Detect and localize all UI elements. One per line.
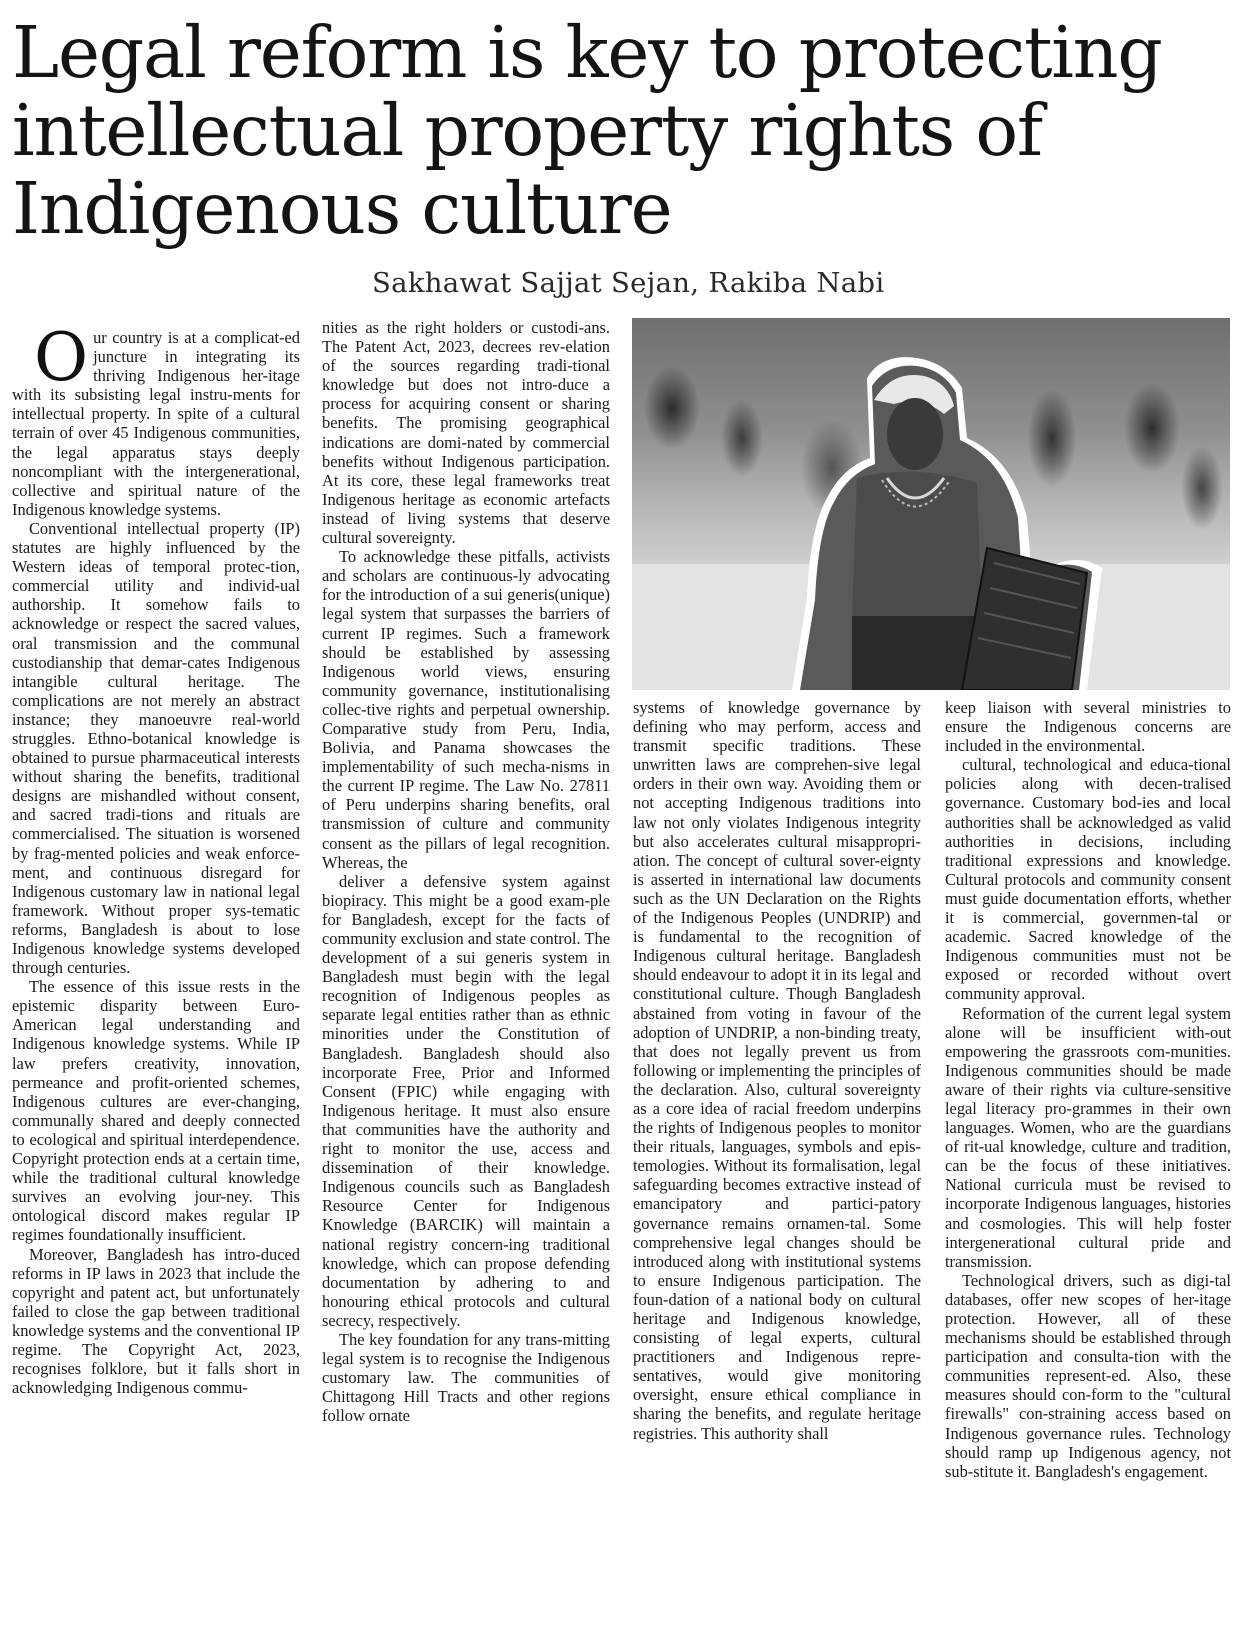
paragraph: Technological drivers, such as digi-tal databases, offer new scopes of her-itage protection. However, all of these mechanisms should be established through participation and consulta-tion with the communities represent-ed. Also, these measures should con-form to the "cultural firewalls" con-straining access based on Indigenous governance rules. Technology should ramp up Indigenous agency, not sub-stitute it. Bangladesh's engagement. (945, 1270, 1231, 1481)
article-column-1 (12, 319, 300, 1398)
paragraph: nities as the right holders or custodi-ans. The Patent Act, 2023, decrees rev-elation of the sources regarding tradi-tional knowledge but does not intro-duce a process for acquiring consent or sharing benefits. The promising geographical indications are domi-nated by commercial benefits without Indigenous participation. At its core, these legal frameworks treat Indigenous heritage as economic artefacts instead of living systems that deserve cultural sovereignty. (322, 318, 610, 548)
paragraph: systems of knowledge governance by defining who may perform, access and transmit specific traditions. These unwritten laws are comprehen-sive legal orders in their own way. Avoiding them or not accepting Indigenous traditions into law not only violates Indigenous integrity but also accelerates cultural misappropri-ation. The concept of cultural sover-eignty is asserted in international law documents such as the UN Declaration on the Rights of the Indigenous Peoples (UNDRIP) and is fundamental to the recognition of Indigenous cultural heritage. Bangladesh should endeavour to adopt it in its legal and constitutional culture. Though Bangladesh abstained from voting in favour of the adoption of UNDRIP, a non-binding treaty, that does not legally prevent us from following or implementing the principles of the declaration. Also, cultural sovereignty as a core idea of racial freedom underpins the rights of Indigenous peoples to monitor their rituals, languages, symbols and epis-temologies. Without its formalisation, legal safeguarding becomes extractive instead of emancipatory and partici-patory governance remains ornamen-tal. Some comprehensive legal changes should be introduced along with institutional systems to ensure Indigenous participation. The foun-dation of a national body on cultural heritage and Indigenous knowledge, consisting of legal experts, cultural practitioners and Indigenous repre-sentatives, would give monitoring oversight, ensure ethical compliance in sharing the benefits, and regulate heritage registries. This authority shall (633, 698, 921, 1443)
paragraph: Conventional intellectual property (IP) statutes are highly influenced by the Western ideas of temporal protec-tion, commercial utility and individ-ual authorship. It somehow fails to acknowledge or respect the sacred values, oral transmission and the communal custodianship that demar-cates Indigenous intangible cultural heritage. The complications are not merely an abstract instance; they manoeuvre real-world struggles. Ethno-botanical knowledge is obtained to pursue pharmaceutical interests without sharing the benefits, traditional designs are mishandled without consent, and sacred tradi-tions and rituals are commercialised. The situation is worsened by frag-mented policies and weak enforce-ment, and continuous disregard for Indigenous customary law in national legal framework. Without proper sys-tematic reforms, Bangladesh is about to lose Indigenous knowledge systems developed through centuries. (12, 518, 300, 978)
byline: Sakhawat Sajjat Sejan, Rakiba Nabi (372, 267, 885, 299)
paragraph: Moreover, Bangladesh has intro-duced reforms in IP laws in 2023 that include the copyright and patent act, but unfortunately failed to close the gap between traditional knowledge systems and the conventional IP regime. The Copyright Act, 2023, recognises folklore, but it falls short in acknowledging Indigenous commu- (12, 1244, 300, 1398)
paragraph: The key foundation for any trans-mitting legal system is to recognise the Indigenous customary law. The communities of Chittagong Hill Tracts and other regions follow ornate (322, 1329, 610, 1426)
article-column-4 (945, 698, 1231, 1481)
paragraph: The essence of this issue rests in the epistemic disparity between Euro-American legal understanding and Indigenous knowledge systems. While IP law prefers creativity, innovation, permeance and profit-oriented schemes, Indigenous cultures are ever-changing, communally shared and deeply connected to ecological and spiritual interdependence. Copyright protection ends at a certain time, while the traditional cultural knowledge survives an evolving jour-ney. This ontological discord makes regular IP regimes foundationally insufficient. (12, 977, 300, 1245)
performer-figure-icon (632, 318, 1230, 690)
article-column-2 (322, 318, 610, 1425)
headline: Legal reform is key to protecting intellectual property rights of Indigenous culture (12, 11, 1162, 250)
paragraph: keep liaison with several ministries to ensure the Indigenous concerns are included in the environmental. (945, 698, 1231, 756)
article-column-3 (633, 698, 921, 1443)
article-photo (632, 318, 1230, 690)
drop-cap: O (34, 319, 89, 396)
paragraph-text: ur country is at a complicat-ed juncture in integrating its thriving Indigenous her-itage with its subsisting legal instru-ments for intellectual property. In spite of a cultural terrain of over 45 Indigenous communities, the legal apparatus stays deeply noncompliant with the intergenerational, collective and spiritual nature of the Indigenous knowledge systems. (12, 328, 300, 519)
paragraph: deliver a defensive system against biopiracy. This might be a good exam-ple for Bangladesh, except for the facts of community exclusion and state control. The development of a sui generis system in Bangladesh must begin with the legal recognition of Indigenous peoples as separate legal entities rather than as ethnic minorities under the Constitution of Bangladesh. Bangladesh should also incorporate Free, Prior and Informed Consent (FPIC) while engaging with Indigenous heritage. It must also ensure that communities have the authority and right to monitor the use, access and dissemination of their knowledge. Indigenous councils such as Bangladesh Resource Center for Indigenous Knowledge (BARCIK) will maintain a national registry concern-ing traditional knowledge, which can propose defending documentation by adhering to and honouring ethical protocols and cultural secrecy, respectively. (322, 871, 610, 1330)
paragraph (12, 319, 300, 519)
paragraph: To acknowledge these pitfalls, activists and scholars are continuous-ly advocating for the introduction of a sui generis(unique) legal system that surpasses the barriers of current IP regimes. Such a framework should be established by assessing Indigenous world views, ensuring community governance, institutionalising collec-tive rights and perpetual ownership. Comparative study from Peru, India, Bolivia, and Panama showcases the implementability of such mecha-nisms in the current IP regime. The Law No. 27811 of Peru underpins sharing benefits, oral transmission of culture and community consent as the pillars of legal recognition. Whereas, the (322, 547, 610, 872)
paragraph: Reformation of the current legal system alone will be insufficient with-out empowering the grassroots com-munities. Indigenous communities should be made aware of their rights via culture-sensitive legal literacy pro-grammes in their own languages. Women, who are the guardians of rit-ual knowledge, culture and tradition, can be the focus of these initiatives. National curricula must be revised to incorporate Indigenous languages, histories and cosmologies. This will help foster intergenerational cultural pride and transmission. (945, 1003, 1231, 1271)
paragraph: cultural, technological and educa-tional policies along with decen-tralised governance. Customary bod-ies and local authorities shall be acknowledged as valid authorities in decisions, including traditional expressions and knowledge. Cultural protocols and community consent must guide documentation efforts, whether it is commercial, governmen-tal or academic. Sacred knowledge of the Indigenous communities must not be exposed or recorded without overt community approval. (945, 755, 1231, 1004)
